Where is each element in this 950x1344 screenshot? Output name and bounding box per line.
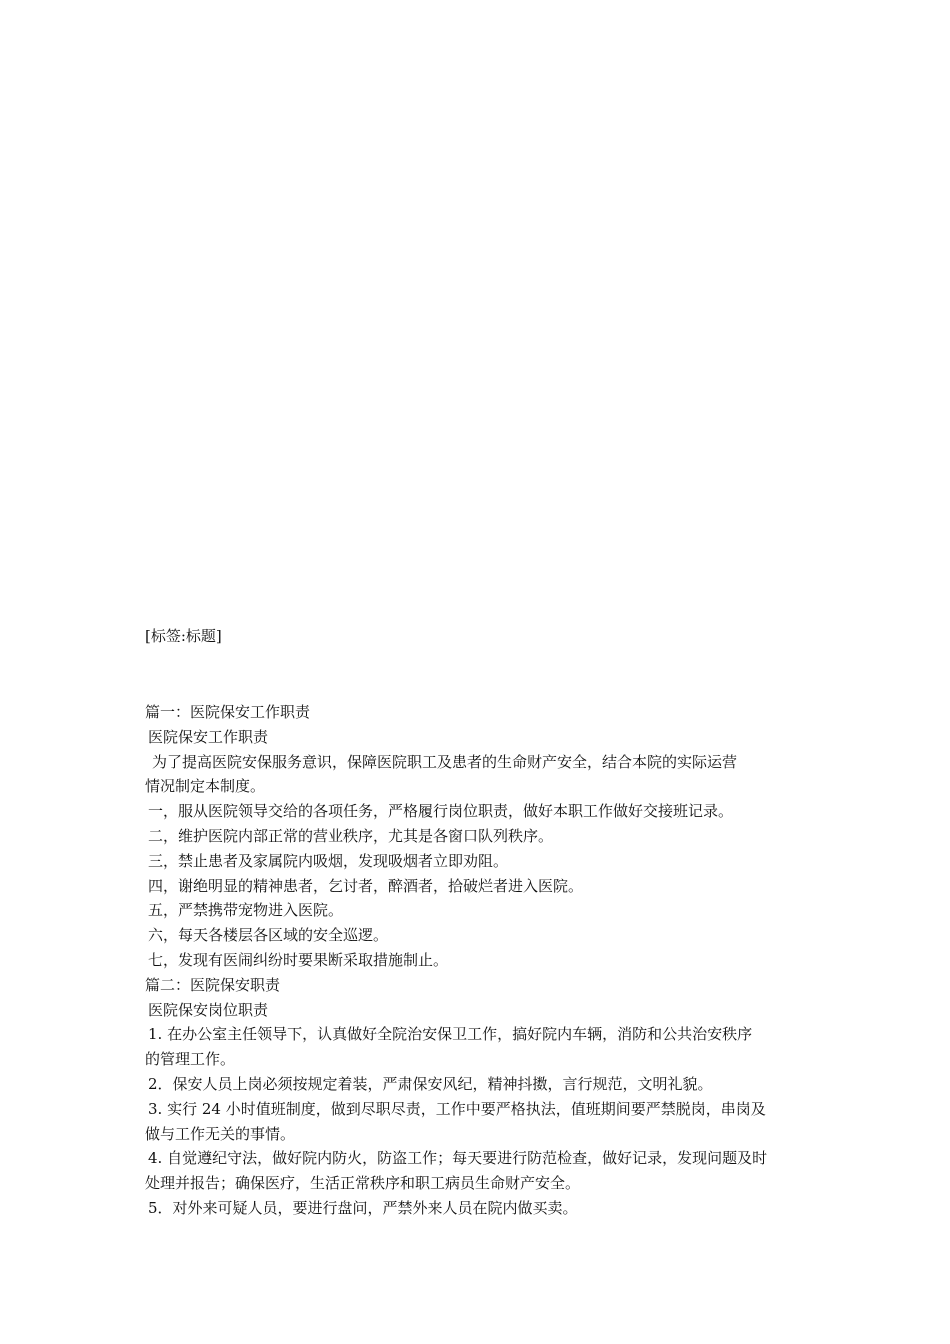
tag-line: [标签:标题] xyxy=(145,627,222,645)
text-line: 做与工作无关的事情。 xyxy=(145,1124,296,1143)
text-line: 篇二：医院保安职责 xyxy=(145,975,281,994)
text-line: 一，服从医院领导交给的各项任务，严格履行岗位职责，做好本职工作做好交接班记录。 xyxy=(148,802,734,821)
text-line: 四，谢绝明显的精神患者，乞讨者，醉酒者，拾破烂者进入医院。 xyxy=(148,876,584,895)
text-line: 情况制定本制度。 xyxy=(145,777,266,796)
text-line: 二，维护医院内部正常的营业秩序，尤其是各窗口队列秩序。 xyxy=(148,826,554,845)
text-line: 5．对外来可疑人员，要进行盘问，严禁外来人员在院内做买卖。 xyxy=(148,1198,578,1217)
text-line: 2．保安人员上岗必须按规定着装，严肃保安风纪，精神抖擞，言行规范，文明礼貌。 xyxy=(148,1074,713,1093)
text-line: 七，发现有医闹纠纷时要果断采取措施制止。 xyxy=(148,950,449,969)
text-line: 六，每天各楼层各区域的安全巡逻。 xyxy=(148,926,389,945)
text-line: 的管理工作。 xyxy=(145,1050,236,1069)
text-line: 3. 实行 24 小时值班制度，做到尽职尽责，工作中要严格执法，值班期间要严禁脱岗，串岗及 xyxy=(148,1099,766,1118)
text-line: 篇一：医院保安工作职责 xyxy=(145,703,311,721)
text-line: 为了提高医院安保服务意识，保障医院职工及患者的生命财产安全，结合本院的实际运营 xyxy=(152,752,738,771)
text-line: 4. 自觉遵纪守法，做好院内防火，防盗工作；每天要进行防范检查，做好记录，发现问题及时 xyxy=(148,1149,768,1168)
text-line: 三，禁止患者及家属院内吸烟，发现吸烟者立即劝阻。 xyxy=(148,851,509,870)
document-body xyxy=(145,700,810,1221)
text-line: 五，严禁携带宠物进入医院。 xyxy=(148,901,344,920)
text-line: 1. 在办公室主任领导下，认真做好全院治安保卫工作，搞好院内车辆，消防和公共治安秩序 xyxy=(148,1025,753,1044)
text-line: 医院保安工作职责 xyxy=(148,727,269,746)
text-line: 处理并报告；确保医疗，生活正常秩序和职工病员生命财产安全。 xyxy=(145,1174,581,1193)
text-line: 医院保安岗位职责 xyxy=(148,1000,269,1019)
